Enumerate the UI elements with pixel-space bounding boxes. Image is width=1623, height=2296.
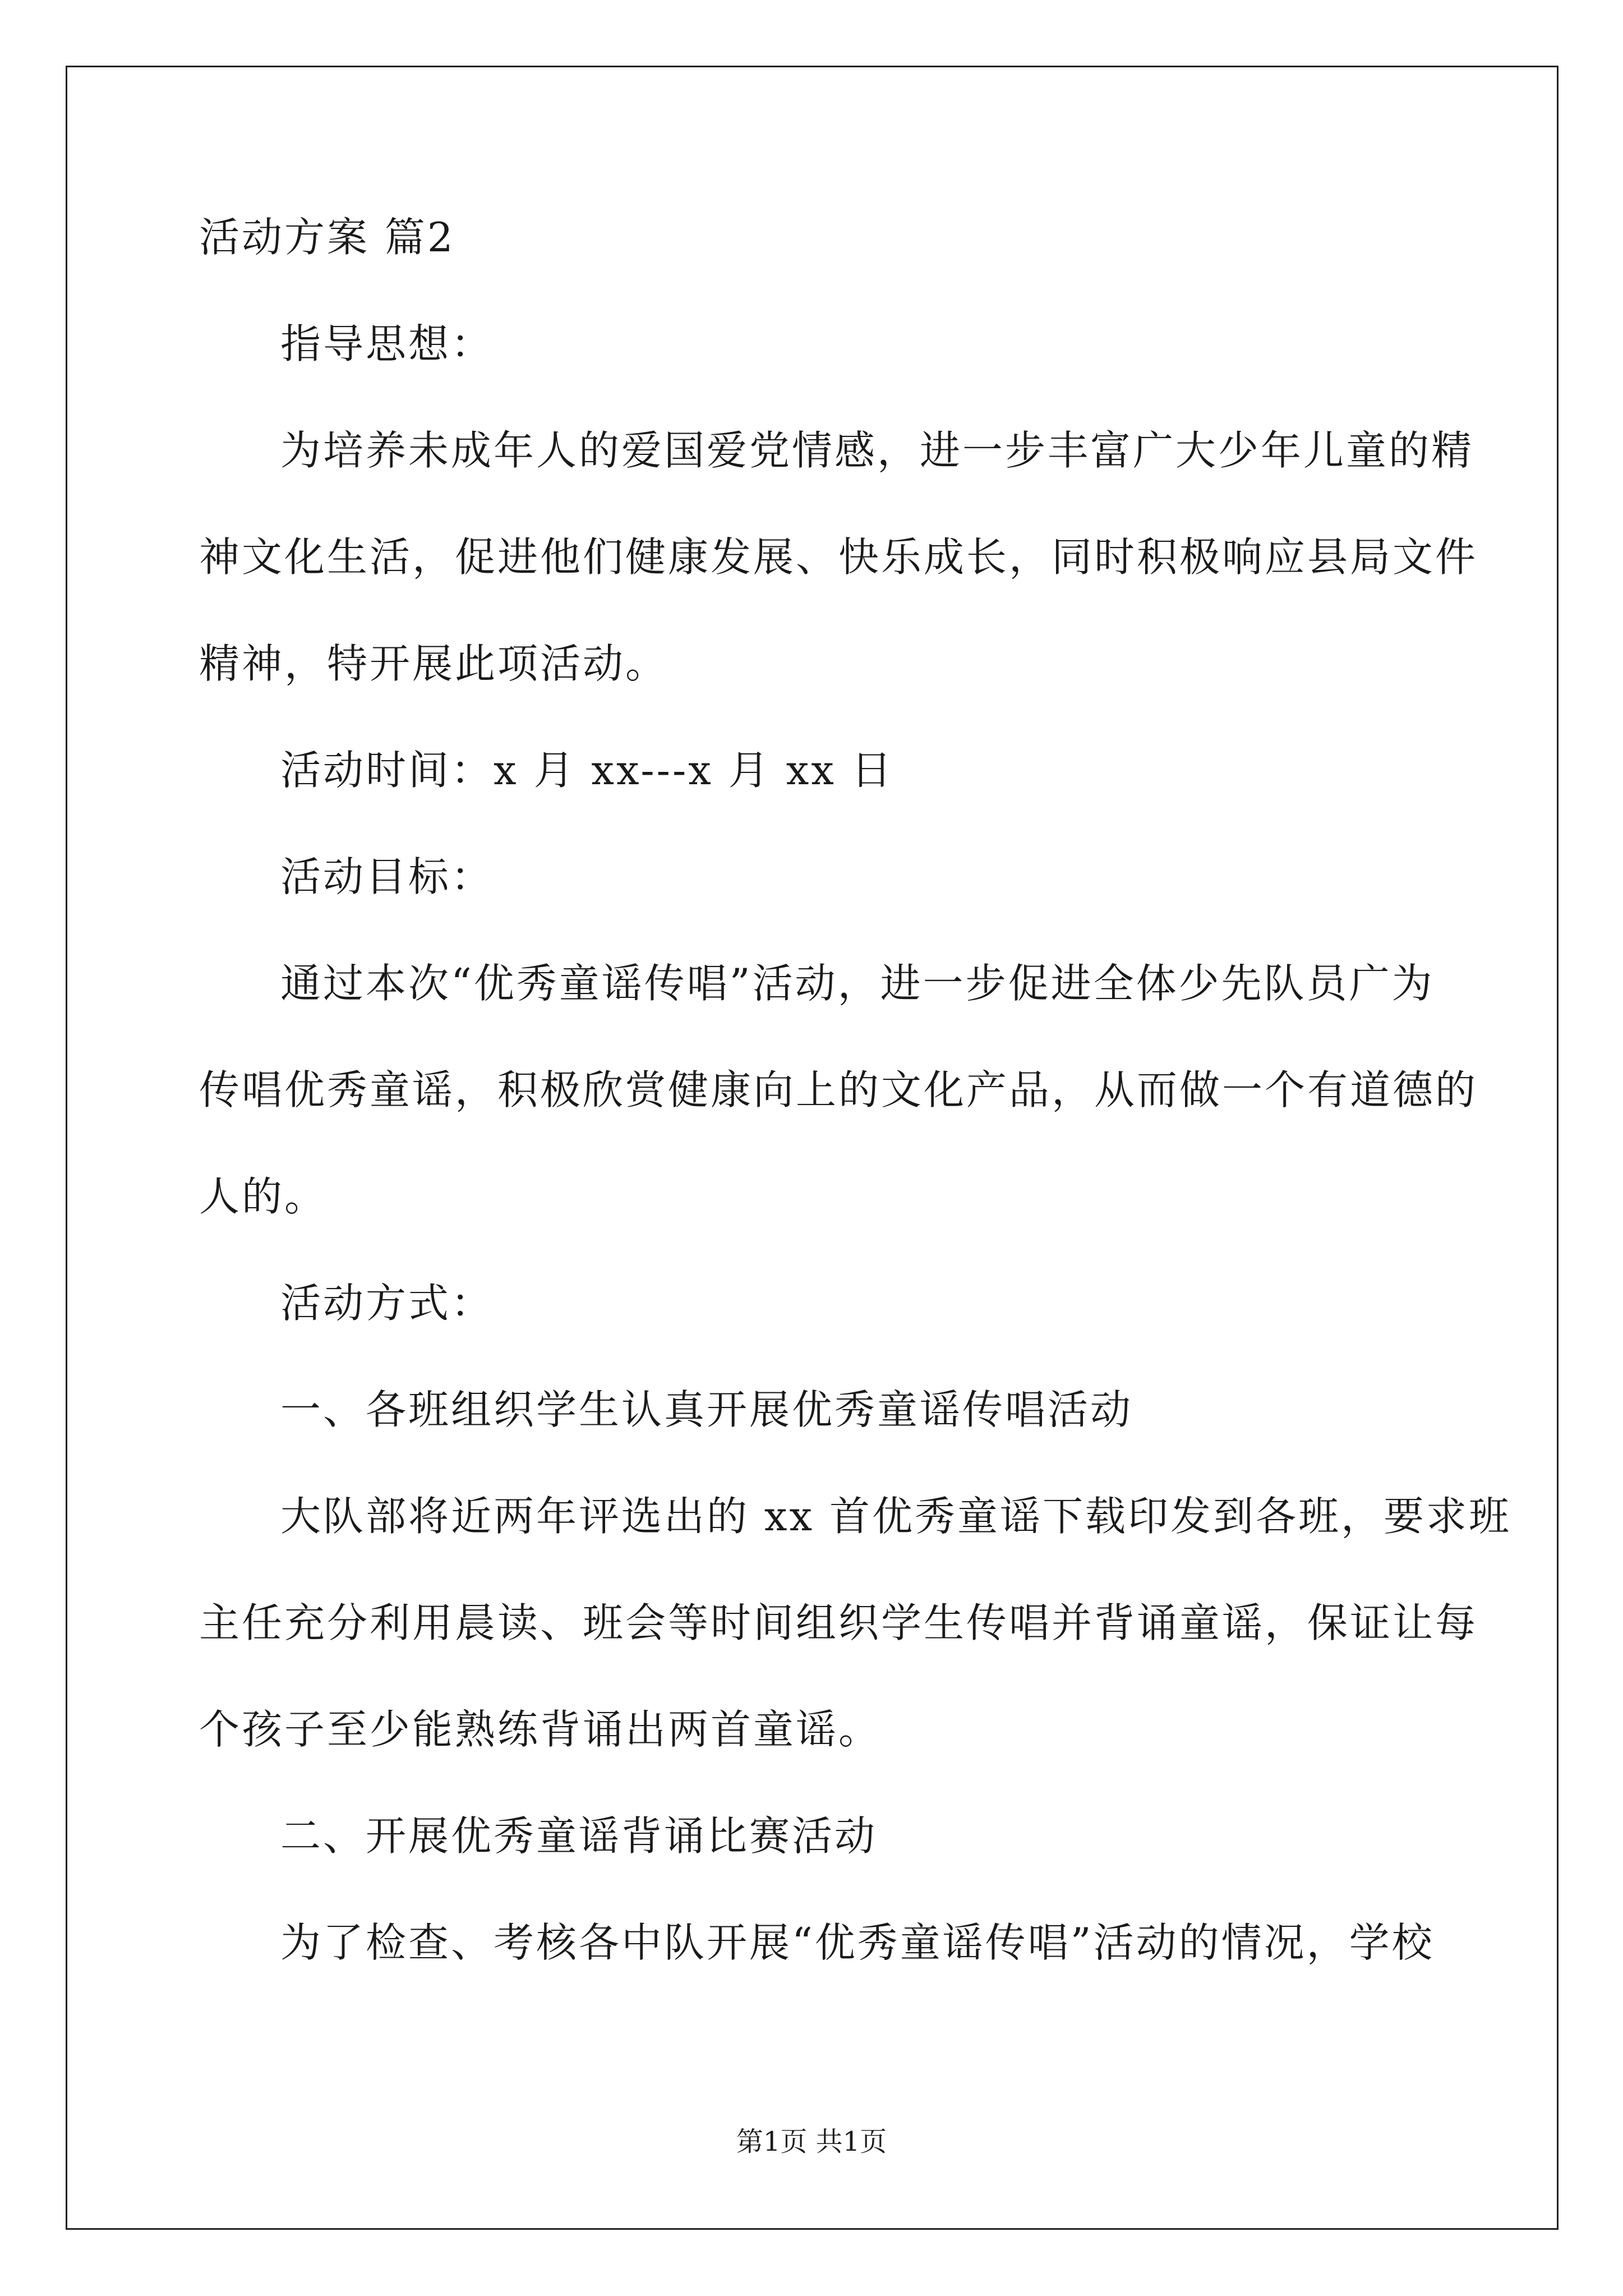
paragraph-line: 人的。 (199, 1173, 328, 1220)
section-heading-activity-method: 活动方式： (280, 1280, 494, 1327)
paragraph-line: 传唱优秀童谣，积极欣赏健康向上的文化产品，从而做一个有道德的 (199, 1066, 1478, 1114)
paragraph-line: 神文化生活，促进他们健康发展、快乐成长，同时积极响应县局文件 (199, 533, 1478, 581)
document-heading: 活动方案 篇2 (199, 214, 455, 261)
paragraph-line: 精神，特开展此项活动。 (199, 640, 668, 687)
subsection-heading-one: 一、各班组织学生认真开展优秀童谣传唱活动 (280, 1386, 1133, 1433)
paragraph-line: 通过本次“优秀童谣传唱”活动，进一步促进全体少先队员广为 (280, 960, 1435, 1007)
page-number-footer: 第1页 共1页 (736, 2126, 887, 2157)
section-heading-activity-goal: 活动目标： (280, 853, 494, 900)
paragraph-line: 主任充分利用晨读、班会等时间组织学生传唱并背诵童谣，保证让每 (199, 1599, 1478, 1646)
section-heading-guiding-thought: 指导思想： (280, 320, 494, 367)
activity-time-line: 活动时间：x 月 xx---x 月 xx 日 (280, 747, 894, 794)
page-border (66, 66, 1559, 2230)
paragraph-line: 大队部将近两年评选出的 xx 首优秀童谣下载印发到各班，要求班 (280, 1493, 1511, 1540)
subsection-heading-two: 二、开展优秀童谣背诵比赛活动 (280, 1812, 878, 1860)
paragraph-line: 为了检查、考核各中队开展“优秀童谣传唱”活动的情况，学校 (280, 1919, 1435, 1966)
paragraph-line: 个孩子至少能熟练背诵出两首童谣。 (199, 1706, 882, 1753)
paragraph-line: 为培养未成年人的爱国爱党情感，进一步丰富广大少年儿童的精 (280, 427, 1474, 474)
